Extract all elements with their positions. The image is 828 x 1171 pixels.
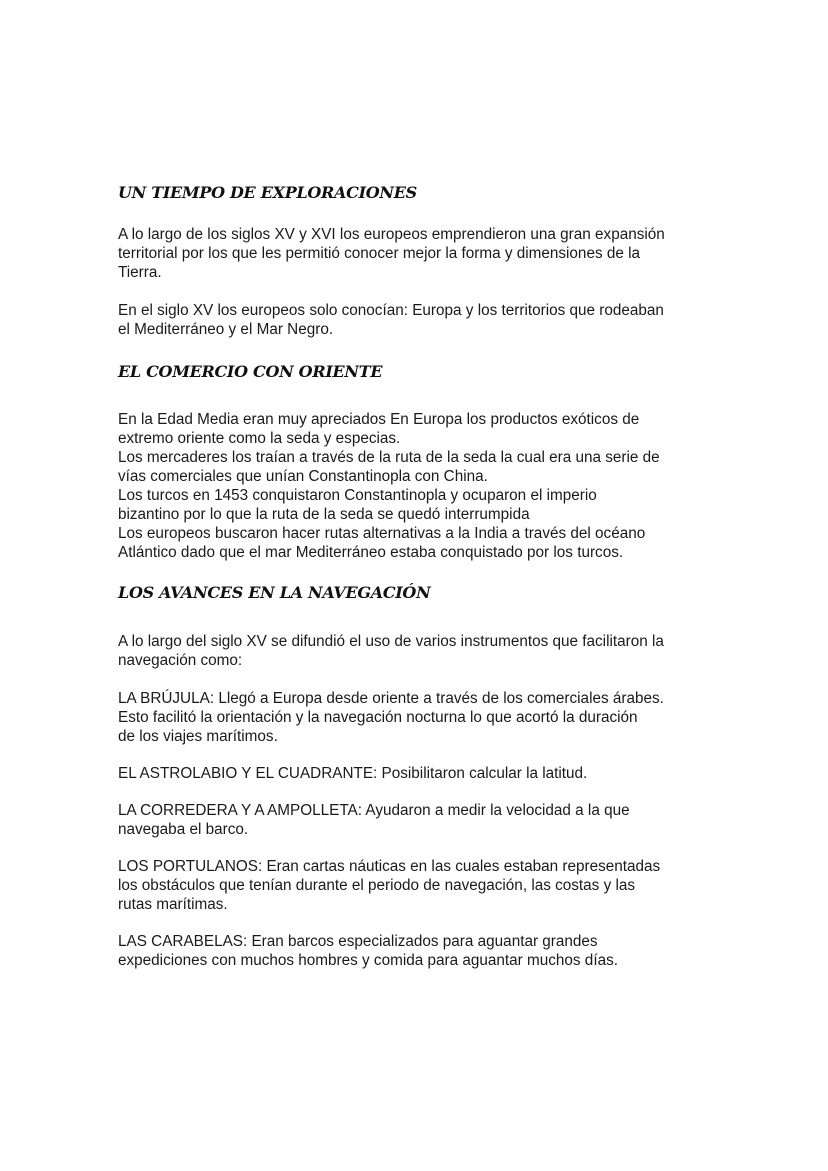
text-line: de los viajes marítimos. <box>118 728 278 745</box>
text-line: vías comerciales que unían Constantinopla con China. <box>118 468 488 485</box>
text-line: Esto facilitó la orientación y la navegación nocturna lo que acortó la duración <box>118 709 638 726</box>
text-line: territorial por los que les permitió conocer mejor la forma y dimensiones de la <box>118 245 641 262</box>
text-line: LOS PORTULANOS: Eran cartas náuticas en las cuales estaban representadas <box>118 858 661 875</box>
text-line: extremo oriente como la seda y especias. <box>118 430 401 447</box>
text-line: rutas marítimas. <box>118 896 228 913</box>
text-line: En la Edad Media eran muy apreciados En Europa los productos exóticos de <box>118 411 640 428</box>
text-line: EL ASTROLABIO Y EL CUADRANTE: Posibilitaron calcular la latitud. <box>118 765 588 782</box>
text-line: Los turcos en 1453 conquistaron Constantinopla y ocuparon el imperio <box>118 487 597 504</box>
text-line: navegación como: <box>118 652 243 669</box>
text-line: Los europeos buscaron hacer rutas alternativas a la India a través del océano <box>118 525 646 542</box>
paragraph <box>118 801 630 839</box>
paragraph <box>118 857 660 914</box>
text-line: LA BRÚJULA: Llegó a Europa desde oriente a través de los comerciales árabes. <box>118 690 664 707</box>
text-line: expediciones con muchos hombres y comida para aguantar muchos días. <box>118 952 618 969</box>
text-line: LA CORREDERA Y A AMPOLLETA: Ayudaron a medir la velocidad a la que <box>118 802 630 819</box>
text-line: el Mediterráneo y el Mar Negro. <box>118 321 334 338</box>
text-line: A lo largo de los siglos XV y XVI los europeos emprendieron una gran expansión <box>118 226 665 243</box>
text-line: LAS CARABELAS: Eran barcos especializados para aguantar grandes <box>118 933 598 950</box>
paragraph <box>118 632 664 670</box>
paragraph <box>118 764 587 783</box>
heading-exploraciones: UN TIEMPO DE EXPLORACIONES <box>118 183 417 202</box>
text-line: navegaba el barco. <box>118 821 249 838</box>
paragraph <box>118 689 664 746</box>
text-line: los obstáculos que tenían durante el periodo de navegación, las costas y las <box>118 877 636 894</box>
paragraph <box>118 410 660 562</box>
paragraph <box>118 301 664 339</box>
paragraph <box>118 225 665 282</box>
text-line: Tierra. <box>118 264 162 281</box>
text-line: A lo largo del siglo XV se difundió el uso de varios instrumentos que facilitaron la <box>118 633 664 650</box>
text-line: Los mercaderes los traían a través de la ruta de la seda la cual era una serie de <box>118 449 660 466</box>
text-line: Atlántico dado que el mar Mediterráneo estaba conquistado por los turcos. <box>118 544 624 561</box>
text-line: bizantino por lo que la ruta de la seda se quedó interrumpida <box>118 506 530 523</box>
paragraph <box>118 932 618 970</box>
heading-comercio: EL COMERCIO CON ORIENTE <box>118 362 383 381</box>
text-line: En el siglo XV los europeos solo conocían: Europa y los territorios que rodeaban <box>118 302 664 319</box>
heading-navegacion: LOS AVANCES EN LA NAVEGACIÓN <box>118 583 431 602</box>
